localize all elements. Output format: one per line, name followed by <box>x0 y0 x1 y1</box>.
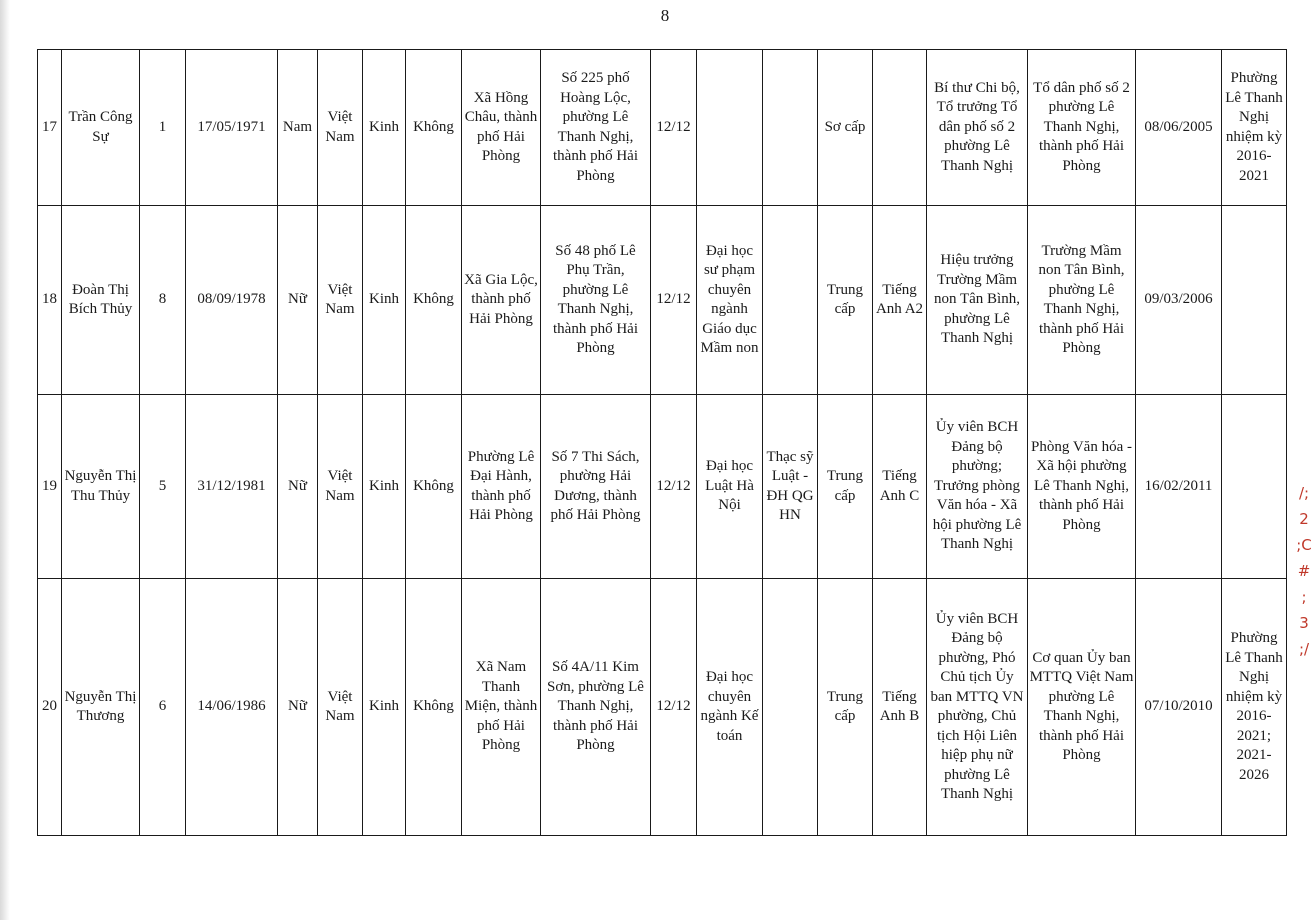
cell-gender: Nữ <box>278 206 318 395</box>
cell-gender: Nam <box>278 50 318 206</box>
cell-date-of-birth: 31/12/1981 <box>186 395 278 579</box>
cell-residence: Số 4A/11 Kim Sơn, phường Lê Thanh Nghị, thành phố Hải Phòng <box>541 579 651 836</box>
cell-gender: Nữ <box>278 579 318 836</box>
cell-stt: 20 <box>38 579 62 836</box>
cell-party-admission-date: 16/02/2011 <box>1136 395 1222 579</box>
candidate-table <box>37 49 1287 836</box>
cell-ethnicity: Kinh <box>363 50 406 206</box>
cell-foreign-language: Tiếng Anh B <box>873 579 927 836</box>
cell-hometown: Xã Nam Thanh Miện, thành phố Hải Phòng <box>462 579 541 836</box>
cell-foreign-language: Tiếng Anh C <box>873 395 927 579</box>
cell-position: Hiệu trưởng Trường Mầm non Tân Bình, phường Lê Thanh Nghị <box>927 206 1028 395</box>
cell-professional-qualification: Đại học chuyên ngành Kế toán <box>697 579 763 836</box>
cell-date-of-birth: 14/06/1986 <box>186 579 278 836</box>
cell-political-theory: Sơ cấp <box>818 50 873 206</box>
cell-religion: Không <box>406 206 462 395</box>
cell-workplace: Tổ dân phố số 2 phường Lê Thanh Nghị, thành phố Hải Phòng <box>1028 50 1136 206</box>
cell-foreign-language <box>873 50 927 206</box>
cell-religion: Không <box>406 579 462 836</box>
cell-ethnicity: Kinh <box>363 395 406 579</box>
cell-stt: 18 <box>38 206 62 395</box>
cell-council-term <box>1222 206 1287 395</box>
cell-foreign-language: Tiếng Anh A2 <box>873 206 927 395</box>
cell-general-education: 12/12 <box>651 579 697 836</box>
cell-professional-qualification <box>697 50 763 206</box>
cell-general-education: 12/12 <box>651 206 697 395</box>
cell-religion: Không <box>406 50 462 206</box>
cell-party-admission-date: 09/03/2006 <box>1136 206 1222 395</box>
cell-council-term: Phường Lê Thanh Nghị nhiệm kỳ 2016-2021 <box>1222 50 1287 206</box>
table-row <box>38 579 1287 836</box>
cell-nationality: Việt Nam <box>318 206 363 395</box>
table-row <box>38 395 1287 579</box>
cell-party-admission-date: 08/06/2005 <box>1136 50 1222 206</box>
table-row <box>38 206 1287 395</box>
cell-political-theory: Trung cấp <box>818 579 873 836</box>
cell-political-theory: Trung cấp <box>818 395 873 579</box>
cell-nationality: Việt Nam <box>318 50 363 206</box>
cell-workplace: Cơ quan Ủy ban MTTQ Việt Nam phường Lê Thanh Nghị, thành phố Hải Phòng <box>1028 579 1136 836</box>
cell-gender: Nữ <box>278 395 318 579</box>
cell-nationality: Việt Nam <box>318 579 363 836</box>
cell-hometown: Xã Hồng Châu, thành phố Hải Phòng <box>462 50 541 206</box>
cell-order: 5 <box>140 395 186 579</box>
cell-position: Bí thư Chi bộ, Tổ trưởng Tổ dân phố số 2 phường Lê Thanh Nghị <box>927 50 1028 206</box>
cell-professional-qualification: Đại học Luật Hà Nội <box>697 395 763 579</box>
cell-ethnicity: Kinh <box>363 206 406 395</box>
cell-hometown: Xã Gia Lộc, thành phố Hải Phòng <box>462 206 541 395</box>
cell-date-of-birth: 17/05/1971 <box>186 50 278 206</box>
cell-academic-degree <box>763 579 818 836</box>
cell-full-name: Nguyễn Thị Thu Thủy <box>62 395 140 579</box>
cell-residence: Số 225 phố Hoàng Lộc, phường Lê Thanh Nghị, thành phố Hải Phòng <box>541 50 651 206</box>
cell-general-education: 12/12 <box>651 395 697 579</box>
cell-party-admission-date: 07/10/2010 <box>1136 579 1222 836</box>
cell-nationality: Việt Nam <box>318 395 363 579</box>
cell-academic-degree <box>763 50 818 206</box>
cell-workplace: Trường Mầm non Tân Bình, phường Lê Thanh Nghị, thành phố Hải Phòng <box>1028 206 1136 395</box>
cell-stt: 17 <box>38 50 62 206</box>
cell-workplace: Phòng Văn hóa - Xã hội phường Lê Thanh Nghị, thành phố Hải Phòng <box>1028 395 1136 579</box>
cell-order: 8 <box>140 206 186 395</box>
table-row <box>38 50 1287 206</box>
cell-residence: Số 7 Thi Sách, phường Hải Dương, thành phố Hải Phòng <box>541 395 651 579</box>
cell-residence: Số 48 phố Lê Phụ Trần, phường Lê Thanh Nghị, thành phố Hải Phòng <box>541 206 651 395</box>
cell-full-name: Trần Công Sự <box>62 50 140 206</box>
cell-ethnicity: Kinh <box>363 579 406 836</box>
cell-date-of-birth: 08/09/1978 <box>186 206 278 395</box>
cell-position: Ủy viên BCH Đảng bộ phường; Trưởng phòng Văn hóa - Xã hội phường Lê Thanh Nghị <box>927 395 1028 579</box>
page-edge-shadow <box>0 0 10 920</box>
cell-order: 1 <box>140 50 186 206</box>
cell-general-education: 12/12 <box>651 50 697 206</box>
cell-stt: 19 <box>38 395 62 579</box>
cell-professional-qualification: Đại học sư phạm chuyên ngành Giáo dục Mầm non <box>697 206 763 395</box>
cell-full-name: Nguyễn Thị Thương <box>62 579 140 836</box>
cell-hometown: Phường Lê Đại Hành, thành phố Hải Phòng <box>462 395 541 579</box>
cell-full-name: Đoàn Thị Bích Thủy <box>62 206 140 395</box>
cell-council-term: Phường Lê Thanh Nghị nhiệm kỳ 2016-2021; 2021-2026 <box>1222 579 1287 836</box>
cell-political-theory: Trung cấp <box>818 206 873 395</box>
cell-position: Ủy viên BCH Đảng bộ phường, Phó Chủ tịch Ủy ban MTTQ VN phường, Chủ tịch Hội Liên hiệp phụ nữ phường Lê Thanh Nghị <box>927 579 1028 836</box>
page-number: 8 <box>660 6 670 25</box>
cell-council-term <box>1222 395 1287 579</box>
cell-academic-degree <box>763 206 818 395</box>
cell-order: 6 <box>140 579 186 836</box>
red-stamp-fragment: /; 2 ;C # ; 3 ;/ <box>1296 484 1312 658</box>
cell-religion: Không <box>406 395 462 579</box>
cell-academic-degree: Thạc sỹ Luật - ĐH QG HN <box>763 395 818 579</box>
